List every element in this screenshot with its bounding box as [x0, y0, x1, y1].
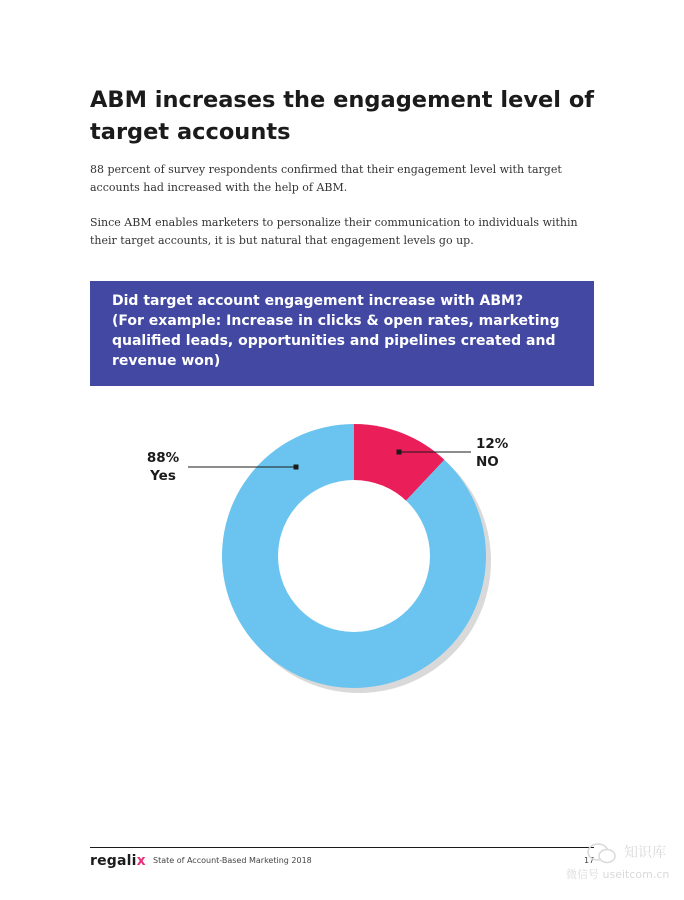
page-title: ABM increases the engagement level of target accounts — [90, 87, 595, 145]
watermark-subtitle: 微信号 useitcom.cn — [566, 868, 670, 881]
watermark-title: 知识库 — [624, 845, 666, 861]
slice-category-label: Yes — [150, 468, 176, 484]
slice-category-label: NO — [476, 454, 499, 470]
intro-paragraph: 88 percent of survey respondents confirmed that their engagement level with target accounts had increased with the help of ABM. — [90, 163, 562, 194]
slice-label-no — [476, 435, 508, 471]
question-line: Did target account engagement increase with ABM? — [112, 293, 524, 309]
donut-hole — [278, 480, 430, 632]
logo-text: regali — [90, 853, 137, 869]
regalix-logo — [90, 853, 146, 869]
slice-label-yes — [130, 449, 196, 485]
leader-line-yes-marker — [294, 465, 299, 470]
report-name: State of Account-Based Marketing 2018 — [153, 856, 312, 865]
slice-value-label: 12% — [476, 436, 509, 452]
question-line: revenue won) — [112, 353, 221, 369]
logo-accent: x — [136, 853, 146, 869]
footer-divider — [90, 847, 594, 848]
leader-line-no-marker — [397, 450, 402, 455]
wechat-icon — [586, 842, 618, 864]
explanation-paragraph: Since ABM enables marketers to personalize their communication to individuals within their target accounts, it is but natural that engagement levels go up. — [90, 216, 578, 247]
question-line: (For example: Increase in clicks & open rates, marketing — [112, 313, 560, 329]
question-line: qualified leads, opportunities and pipelines created and — [112, 333, 556, 349]
page-number: 17 — [584, 856, 595, 865]
slice-value-label: 88% — [146, 450, 180, 466]
